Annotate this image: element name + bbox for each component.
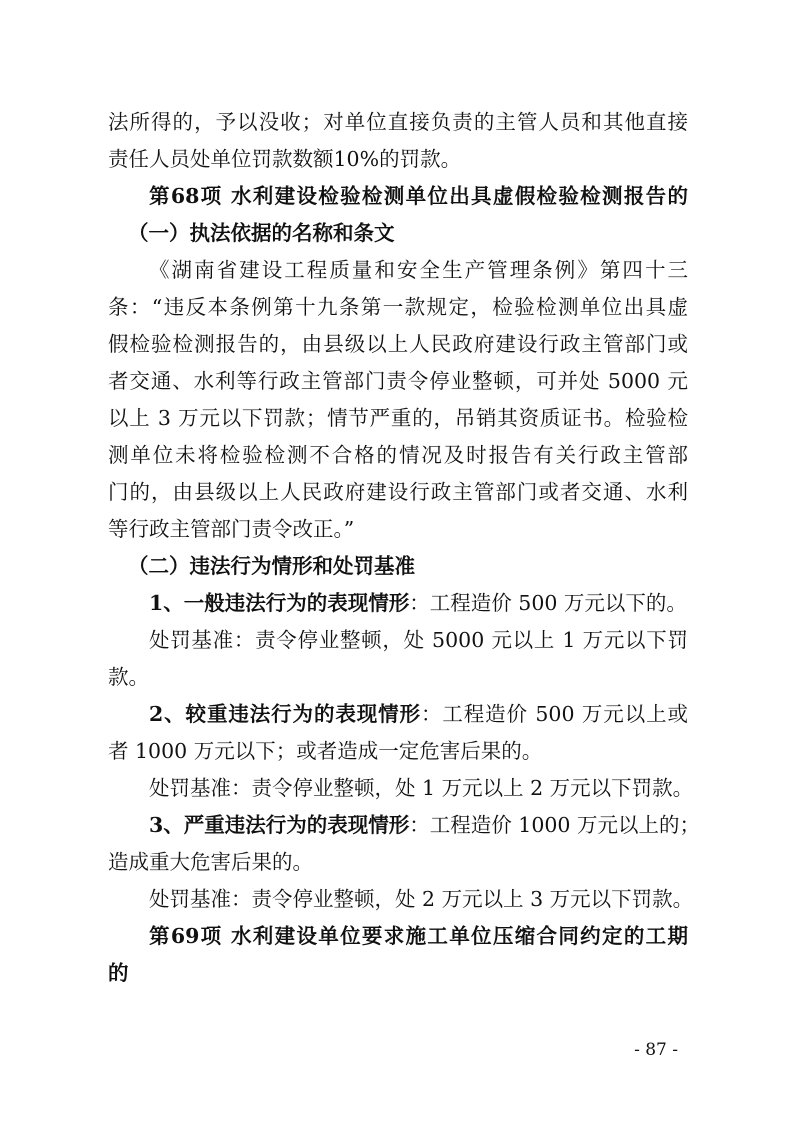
section-69-title: 第69项 水利建设单位要求施工单位压缩合同约定的工期 xyxy=(149,924,688,948)
grade-3-text-cont: 造成重大危害后果的。 xyxy=(108,850,313,874)
grade-1-text: ：工程造价 500 万元以下的。 xyxy=(409,591,687,615)
grade-1-penalty-cont: 款。 xyxy=(108,665,149,689)
paragraph-line: 等行政主管部门责令改正。” xyxy=(108,517,355,541)
grade-1-label: 1、一般违法行为的表现情形 xyxy=(149,591,410,615)
document-body xyxy=(108,104,700,992)
page-number: - 87 - xyxy=(634,1040,678,1060)
grade-2-text-cont: 者 1000 万元以下；或者造成一定危害后果的。 xyxy=(108,739,543,763)
paragraph-line: 测单位未将检验检测不合格的情况及时报告有关行政主管部 xyxy=(108,443,688,467)
paragraph-line: 法所得的，予以没收；对单位直接负责的主管人员和其他直接 xyxy=(108,110,688,134)
section-68-title: 第68项 水利建设检验检测单位出具虚假检验检测报告的 xyxy=(149,184,688,208)
paragraph-line: 条：“违反本条例第十九条第一款规定，检验检测单位出具虚 xyxy=(108,295,688,319)
grade-3-text: ：工程造价 1000 万元以上的； xyxy=(409,813,700,837)
paragraph-line: 《湖南省建设工程质量和安全生产管理条例》第四十三 xyxy=(149,258,688,282)
grade-2-penalty: 处罚基准：责令停业整顿，处 1 万元以上 2 万元以下罚款。 xyxy=(149,776,694,800)
grade-1-penalty: 处罚基准：责令停业整顿，处 5000 元以上 1 万元以下罚 xyxy=(149,628,688,652)
grade-3-label: 3、严重违法行为的表现情形 xyxy=(149,813,410,837)
grade-2-text: ：工程造价 500 万元以上或 xyxy=(420,702,688,726)
grade-3-penalty: 处罚基准：责令停业整顿，处 2 万元以上 3 万元以下罚款。 xyxy=(149,887,694,911)
grade-1-line xyxy=(108,585,688,622)
paragraph-line: 责任人员处单位罚款数额10%的罚款。 xyxy=(108,147,462,171)
grade-2-line xyxy=(108,696,688,733)
paragraph-line: 以上 3 万元以下罚款；情节严重的，吊销其资质证书。检验检 xyxy=(108,406,688,430)
section-68-heading-2: （二）违法行为情形和处罚基准 xyxy=(128,554,415,578)
grade-3-line xyxy=(108,807,700,844)
paragraph-line: 者交通、水利等行政主管部门责令停业整顿，可并处 5000 元 xyxy=(108,369,688,393)
paragraph-line: 假检验检测报告的，由县级以上人民政府建设行政主管部门或 xyxy=(108,332,688,356)
grade-2-label: 2、较重违法行为的表现情形 xyxy=(149,702,421,726)
section-69-title-cont: 的 xyxy=(108,961,129,985)
paragraph-line: 门的，由县级以上人民政府建设行政主管部门或者交通、水利 xyxy=(108,480,688,504)
section-68-heading-1: （一）执法依据的名称和条文 xyxy=(128,221,395,245)
